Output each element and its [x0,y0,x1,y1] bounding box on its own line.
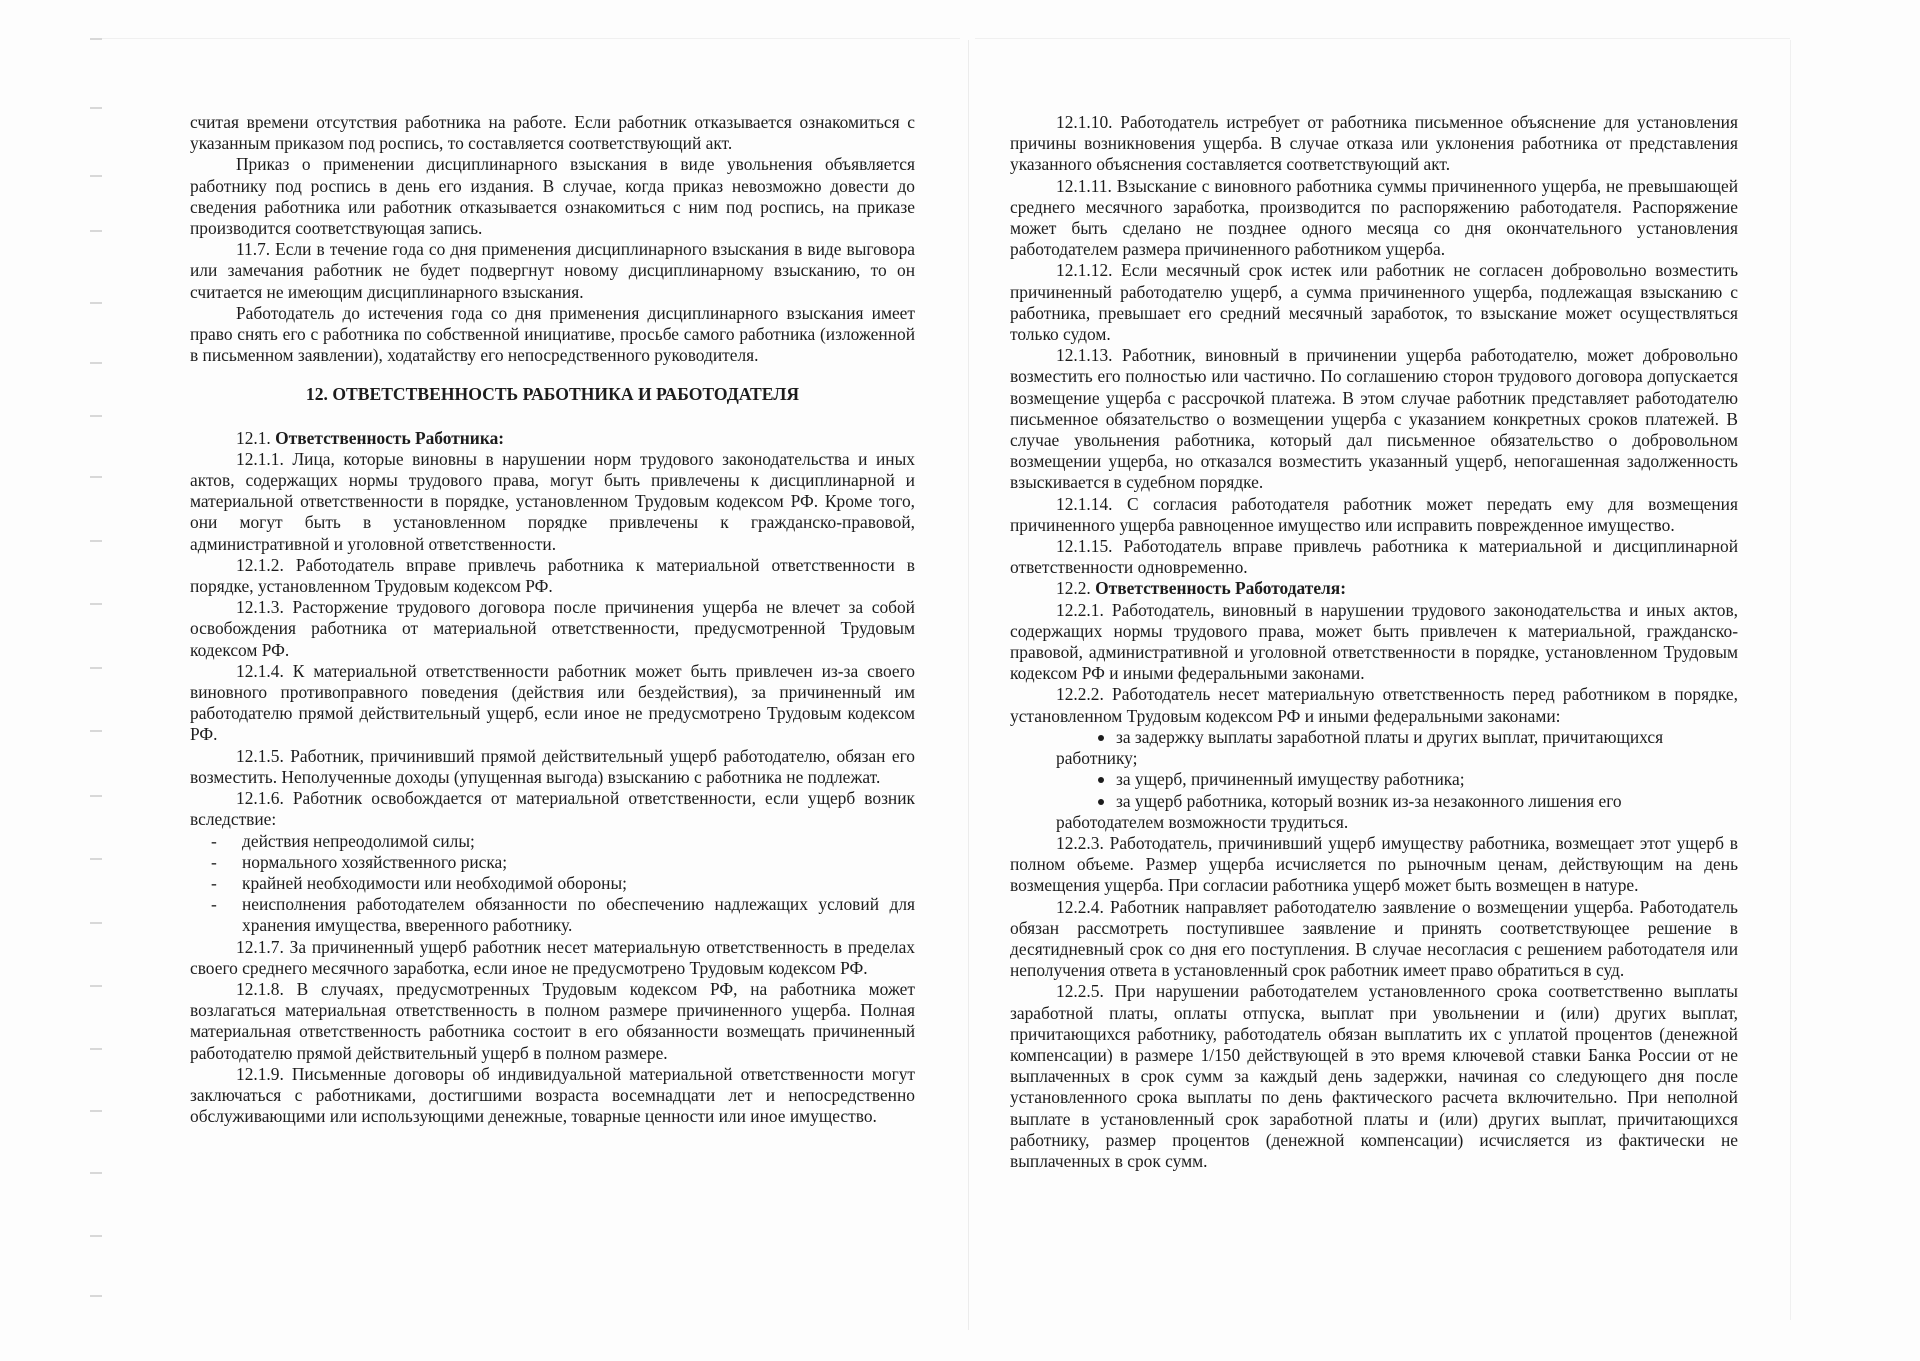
subsection-number: 12.1. [236,427,276,448]
list-item: - нормального хозяйственного риска; [211,851,508,872]
list-item: - крайней необходимости или необходимой обороны; [211,872,627,893]
paragraph-continuation: считая времени отсутствия работника на работе. Если работник отказывается ознакомиться с указанным приказом под роспись, то составляется соответствующий акт. [190,112,915,154]
clause-12-1-4: 12.1.4. К материальной ответственности работник может быть привлечен из-за своего виновного противоправного поведения (действия или бездействия), за причиненный им работодателю прямой действительный ущерб, если иное не предусмотрено Трудовым кодексом РФ. [190,660,915,745]
clause-12-1-9: 12.1.9. Письменные договоры об индивидуальной материальной ответственности могут заключаться с работниками, достигшими возраста восемнадцати лет и непосредственно обслуживающими или использующими денежные, товарные ценности или иное имущество. [190,1063,915,1127]
bullet-icon [1098,735,1104,741]
binding-hole-mark [90,922,102,924]
employer-liability-list [1010,727,1738,833]
binding-hole-mark [90,230,102,232]
clause-12-1-15: 12.1.15. Работодатель вправе привлечь работника к материальной и дисциплинарной ответственности одновременно. [1010,536,1738,578]
binding-hole-mark [90,1048,102,1050]
subsection-12-1-heading [190,428,915,449]
binding-hole-mark [90,540,102,542]
page-fold-divider [968,40,969,1330]
clause-12-1-13: 12.1.13. Работник, виновный в причинении ущерба работодателю, может добровольно возместить его полностью или частично. По соглашению сторон трудового договора допускается возмещение ущерба с рассрочкой платежа. В этом случае работник представляет работодателю письменное обязательство о возмещении ущерба с указанием конкретных сроков платежей. В случае увольнения работника, который дал письменное обязательство о добровольном возмещении ущерба, но отказался возместить указанный ущерб, непогашенная задолженность взыскивается в судебном порядке. [1010,345,1738,493]
binding-hole-mark [90,362,102,364]
binding-hole-mark [90,302,102,304]
subsection-title: Ответственность Работника: [275,427,505,448]
clause-12-2-5: 12.2.5. При нарушении работодателем установленного срока соответственно выплаты заработной платы, оплаты отпуска, выплат при увольнении и (или) других выплат, причитающихся работнику, работодатель обязан выплатить их с уплатой процентов (денежной компенсации) в размере 1/150 действующей в это время ключевой ставки Банка России от не выплаченных в срок сумм за каждый день задержки, начиная со следующего дня после установленного срока выплаты по день фактического расчета включительно. При неполной выплате в установленный срок заработной платы и (или) других выплат, причитающихся работнику, размер процентов (денежной компенсации) исчисляется из фактически не выплаченных в срок сумм. [1010,981,1738,1171]
clause-12-1-8: 12.1.8. В случаях, предусмотренных Трудовым кодексом РФ, на работника может возлагаться материальная ответственность в полном размере причиненного ущерба. Полная материальная ответственность работника состоит в его обязанности возмещать причиненный работодателю прямой действительный ущерб в полном размере. [190,978,915,1063]
binding-hole-mark [90,1235,102,1237]
list-item: - действия непреодолимой силы; [211,830,475,851]
subsection-number: 12.2. [1056,578,1096,599]
clause-12-2-2: 12.2.2. Работодатель несет материальную ответственность перед работником в порядке, установленном Трудовым кодексом РФ и иными федеральными законами: [1010,684,1738,726]
list-item: за ущерб, причиненный имуществу работника; [1010,769,1738,790]
clause-12-1-1: 12.1.1. Лица, которые виновны в нарушении норм трудового законодательства и иных актов, содержащих нормы трудового права, могут быть привлечены к дисциплинарной и материальной ответственности в порядке, установленном Трудовым кодексом РФ. Кроме того, они могут быть в установленном порядке привлечены к гражданско-правовой, административной и уголовной ответственности. [190,448,915,554]
subsection-title: Ответственность Работодателя: [1095,578,1347,599]
clause-12-1-14: 12.1.14. С согласия работодателя работник может передать ему для возмещения причиненного ущерба равноценное имущество или исправить поврежденное имущество. [1010,493,1738,535]
list-item: за ущерб работника, который возник из-за незаконного лишения его работодателем возможности трудиться. [1056,790,1622,832]
clause-12-1-5: 12.1.5. Работник, причинивший прямой действительный ущерб работодателю, обязан его возместить. Неполученные доходы (упущенная выгода) взысканию с работника не подлежат. [190,745,915,787]
bullet-icon [1098,777,1104,783]
binding-hole-mark [90,667,102,669]
binding-hole-mark [90,175,102,177]
binding-hole-mark [90,107,102,109]
binding-hole-mark [90,985,102,987]
page-right-edge [1790,40,1791,1320]
clause-11-7: 11.7. Если в течение года со дня применения дисциплинарного взыскания в виде выговора или замечания работник не будет подвергнут новому дисциплинарному взысканию, то он считается не имеющим дисциплинарного взыскания. [190,239,915,302]
subsection-12-2-heading [1010,578,1738,599]
clause-12-1-6: 12.1.6. Работник освобождается от материальной ответственности, если ущерб возник вследствие: [190,788,915,830]
right-page-text [1010,112,1738,1172]
binding-hole-mark [90,1172,102,1174]
section-heading: 12. ОТВЕТСТВЕННОСТЬ РАБОТНИКА И РАБОТОДАТЕЛЯ [305,384,800,405]
list-item: за задержку выплаты заработной платы и других выплат, причитающихся работнику; [1056,726,1664,769]
binding-hole-mark [90,1295,102,1297]
clause-12-2-1: 12.2.1. Работодатель, виновный в нарушении трудового законодательства и иных актов, содержащих нормы трудового права, может быть привлечен к материальной, гражданско-правовой, административной и уголовной ответственности в порядке, установленном Трудовым кодексом РФ и иными федеральными законами. [1010,599,1738,684]
dash-marker: - [211,830,217,851]
binding-hole-mark [90,603,102,605]
page-top-edge-right [975,38,1790,39]
exemption-list [190,831,915,937]
binding-hole-mark [90,858,102,860]
binding-hole-mark [90,1110,102,1112]
binding-hole-mark [90,730,102,732]
clause-12-2-4: 12.2.4. Работник направляет работодателю заявление о возмещении ущерба. Работодатель обязан рассмотреть поступившее заявление и принять соответствующее решение в десятидневный срок со дня его поступления. В случае несогласия с решением работодателя или неполучения ответа в установленный срок работник имеет право обратиться в суд. [1010,896,1738,981]
clause-12-1-3: 12.1.3. Расторжение трудового договора после причинения ущерба не влечет за собой освобождения работника от материальной ответственности, предусмотренной Трудовым кодексом РФ. [190,597,915,660]
clause-12-1-12: 12.1.12. Если месячный срок истек или работник не согласен добровольно возместить причиненный работодателю ущерб, а сумма причиненного ущерба, подлежащая взысканию с работника, превышает его средний месячный заработок, то взыскание может осуществляться только судом. [1010,260,1738,345]
binding-hole-mark [90,795,102,797]
clause-12-1-2: 12.1.2. Работодатель вправе привлечь работника к материальной ответственности в порядке, установленном Трудовым кодексом РФ. [190,554,915,597]
binding-hole-mark [90,415,102,417]
page-top-edge-left [90,38,960,39]
bullet-icon [1098,799,1104,805]
clause-12-1-10: 12.1.10. Работодатель истребует от работника письменное объяснение для установления причины возникновения ущерба. В случае отказа или уклонения работника от представления указанного объяснения составляется соответствующий акт. [1010,112,1738,175]
binding-hole-mark [90,476,102,478]
paragraph-removal-penalty: Работодатель до истечения года со дня применения дисциплинарного взыскания имеет право снять его с работника по собственной инициативе, просьбе самого работника (изложенной в письменном заявлении), ходатайству его непосредственного руководителя. [190,302,915,366]
clause-12-2-3: 12.2.3. Работодатель, причинивший ущерб имуществу работника, возмещает этот ущерб в полном объеме. Размер ущерба исчисляется по рыночным ценам, действующим на день возмещения ущерба. При согласии работника ущерб может быть возмещен в натуре. [1010,832,1738,896]
clause-12-1-11: 12.1.11. Взыскание с виновного работника суммы причиненного ущерба, не превышающей среднего месячного заработка, производится по распоряжению работодателя. Распоряжение может быть сделано не позднее одного месяца со дня окончательного установления работодателем размера причиненного работником ущерба. [1010,175,1738,260]
binding-hole-mark [90,38,102,40]
clause-12-1-7: 12.1.7. За причиненный ущерб работник несет материальную ответственность в пределах своего среднего месячного заработка, если иное не предусмотрено Трудовым кодексом РФ. [190,936,915,978]
dash-marker: - [211,851,217,872]
dash-marker: - [211,894,217,915]
left-page-text [190,112,915,1127]
paragraph-dismissal-order: Приказ о применении дисциплинарного взыскания в виде увольнения объявляется работнику под роспись в день его издания. В случае, когда приказ невозможно довести до сведения работника или работник отказывается ознакомиться с ним под роспись, на приказе производится соответствующая запись. [190,154,915,239]
list-item: - неисполнения работодателем обязанности по обеспечению надлежащих условий для хранения имущества, вверенного работнику. [211,894,915,936]
dash-marker: - [211,872,217,893]
